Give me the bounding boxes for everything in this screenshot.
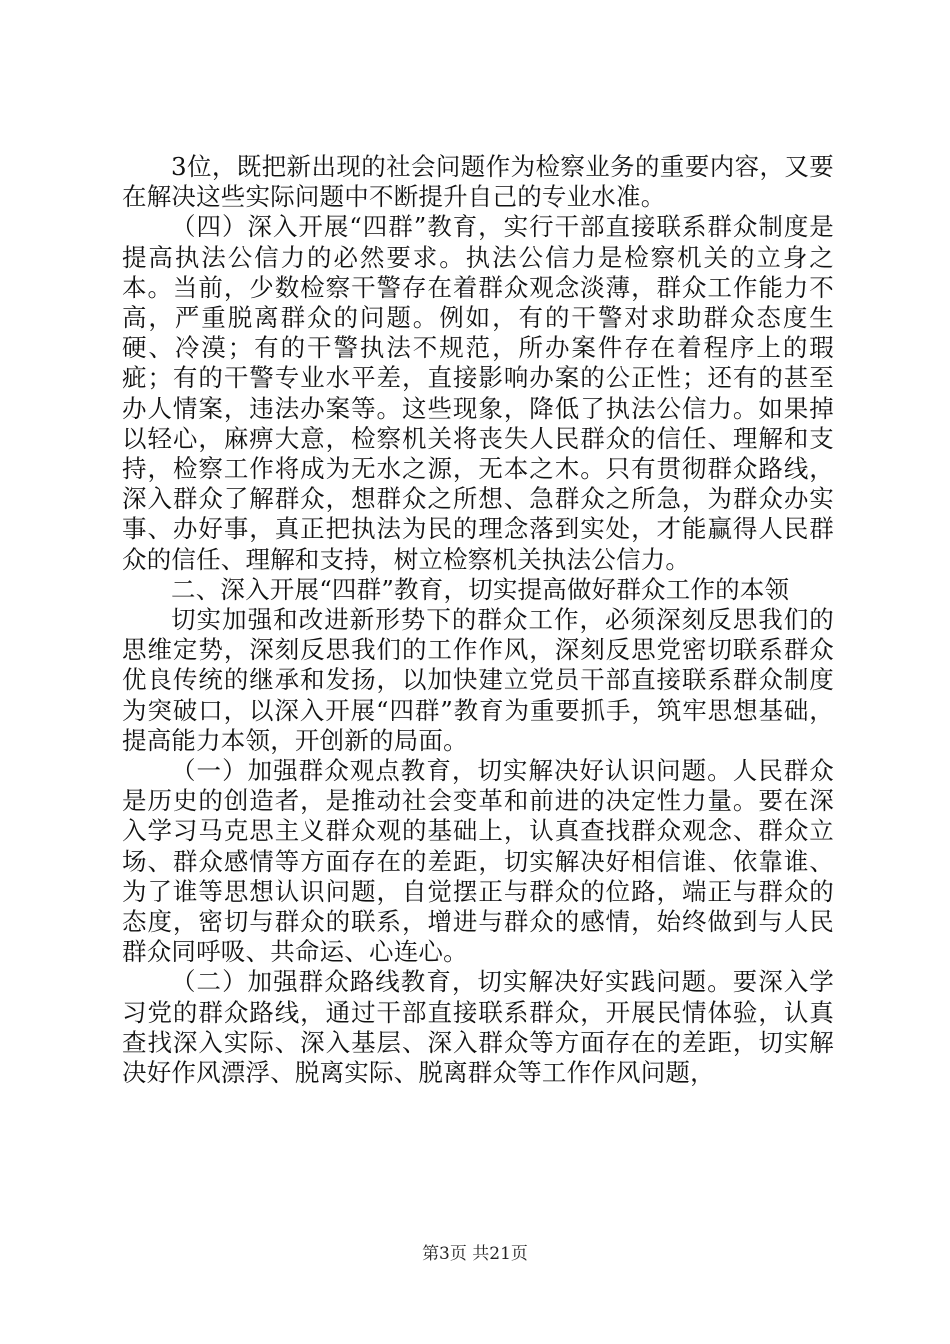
page-number-footer: 第3页 共21页 <box>422 1244 528 1264</box>
paragraph: 切实加强和改进新形势下的群众工作，必须深刻反思我们的思维定势，深刻反思我们的工作作风，深刻反思党密切联系群众优良传统的继承和发扬，以加快建立党员干部直接联系群众制度为突破口，以深入开展“四群”教育为重要抓手，筑牢思想基础，提高能力本领，开创新的局面。 <box>122 605 834 755</box>
paragraph: （二）加强群众路线教育，切实解决好实践问题。要深入学习党的群众路线，通过干部直接联系群众，开展民情体验，认真查找深入实际、深入基层、深入群众等方面存在的差距，切实解决好作风漂浮、脱离实际、脱离群众等工作作风问题， <box>122 967 834 1088</box>
paragraph: （四）深入开展“四群”教育，实行干部直接联系群众制度是提高执法公信力的必然要求。执法公信力是检察机关的立身之本。当前，少数检察干警存在着群众观念淡薄，群众工作能力不高，严重脱离群众的问题。例如，有的干警对求助群众态度生硬、冷漠；有的干警执法不规范，所办案件存在着程序上的瑕疵；有的干警专业水平差，直接影响办案的公正性；还有的甚至办人情案，违法办案等。这些现象，降低了执法公信力。如果掉以轻心，麻痹大意，检察机关将丧失人民群众的信任、理解和支持，检察工作将成为无水之源，无本之木。只有贯彻群众路线，深入群众了解群众，想群众之所想、急群众之所急，为群众办实事、办好事，真正把执法为民的理念落到实处，才能赢得人民群众的信任、理解和支持，树立检察机关执法公信力。 <box>122 212 834 574</box>
paragraph: 3位，既把新出现的社会问题作为检察业务的重要内容，又要在解决这些实际问题中不断提升自己的专业水准。 <box>122 152 834 212</box>
document-body <box>122 152 834 1088</box>
section-heading: 二、深入开展“四群”教育，切实提高做好群众工作的本领 <box>171 574 790 604</box>
paragraph: （一）加强群众观点教育，切实解决好认识问题。人民群众是历史的创造者，是推动社会变革和前进的决定性力量。要在深入学习马克思主义群众观的基础上，认真查找群众观念、群众立场、群众感情等方面存在的差距，切实解决好相信谁、依靠谁、为了谁等思想认识问题，自觉摆正与群众的位路，端正与群众的态度，密切与群众的联系，增进与群众的感情，始终做到与人民群众同呼吸、共命运、心连心。 <box>122 756 834 967</box>
